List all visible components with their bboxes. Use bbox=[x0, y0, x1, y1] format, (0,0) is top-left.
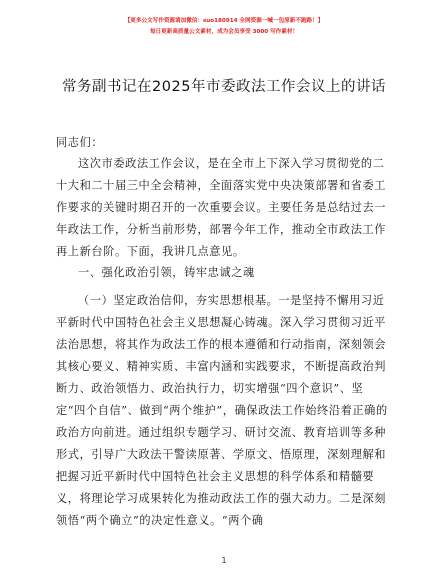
subsection-body: 一是坚持不懈用习近平新时代中国特色社会主义思想凝心铸魂。深入学习贯彻习近平法治思想，将其作为政法工作的根本遵循和行动指南，深刻领会其核心要义、精神实质、丰富内涵和实践要求，不断提高政治判断力、政治领悟力、政治执行力，切实增强“四个意识”、坚定“四个自信”、做到“两个维护”，确保政法工作始终沿着正确的政治方向前进。通过组织专题学习、研讨交流、教育培训等多种形式，引导广大政法干警读原著、学原文、悟原理，深刻理解和把握习近平新时代中国特色社会主义思想的科学体系和精髓要义，将理论学习成果转化为推动政法工作的强大动力。二是深刻领悟“两个确立”的决定性意义。“两个确 bbox=[56, 294, 388, 527]
subsection-paragraph bbox=[56, 290, 391, 532]
page-number: 1 bbox=[221, 556, 227, 565]
salutation: 同志们： bbox=[56, 136, 104, 149]
promo-banner-line-1: 【更多公文写作资源请加微信：suo180914 全网资源一喊一包原新不跑路！】 bbox=[124, 18, 324, 24]
section-heading: 一、强化政治引领，铸牢忠诚之魂 bbox=[78, 266, 255, 279]
document-title: 常务副书记在2025年市委政法工作会议上的讲话 bbox=[62, 79, 386, 95]
promo-banner-line-2: 每日更新高质量公文素材，成为会员享受 3000 写作素材！ bbox=[149, 29, 299, 35]
intro-paragraph: 这次市委政法工作会议，是在全市上下深入学习贯彻党的二十大和二十届三中全会精神，全面落实党中央决策部署和省委工作要求的关键时期召开的一次重要会议。主要任务是总结过去一年政法工作，分析当前形势，部署今年工作，推动全市政法工作再上新台阶。下面，我讲几点意见。 bbox=[56, 157, 387, 258]
subsection-lead: （一）坚定政治信仰，夯实思想根基。 bbox=[78, 294, 279, 307]
